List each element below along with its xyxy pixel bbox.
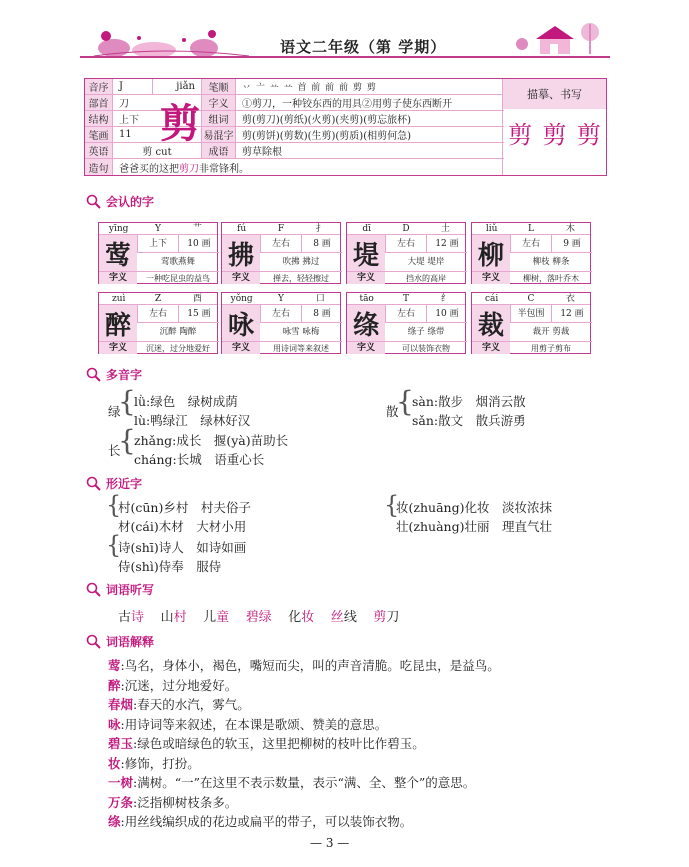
- label-bishun: 笔顺: [202, 79, 236, 94]
- card-pinyin: liǔ: [485, 224, 498, 234]
- card-jiegou: 左右: [385, 235, 426, 252]
- card-bihua: 15 画: [178, 305, 219, 322]
- jieshi-definition: :用诗词等来叙述，在本课是歌颂、赞美的意思。: [120, 716, 388, 732]
- section-tingxie-heading: [86, 581, 154, 598]
- section-renzi-heading: [86, 193, 154, 210]
- jieshi-term: 春烟: [108, 697, 134, 712]
- card-jiegou: 左右: [510, 235, 551, 252]
- value-yingyu: 剪 cut: [113, 143, 202, 158]
- card-bushou: 扌: [315, 224, 325, 234]
- card-jiegou: 左右: [260, 305, 301, 322]
- label-bushou: 部首: [85, 95, 113, 110]
- card-character: 柳: [472, 235, 510, 271]
- card-ziyi-label: 字义: [99, 272, 137, 284]
- card-character: 醉: [99, 305, 137, 341]
- card-bushou: 酉: [192, 294, 202, 304]
- value-zuci: 剪(剪刀)(剪纸)(火剪)(夹剪)(剪忘旅杯): [242, 115, 412, 126]
- card-yinxu: Z: [154, 294, 162, 304]
- jieshi-item: [108, 773, 475, 791]
- jieshi-definition: :沉迷，过分地爱好。: [120, 677, 238, 693]
- card-pinyin-row: [472, 293, 590, 305]
- card-definition: 柳树，落叶乔木: [523, 274, 579, 283]
- card-yinxu: C: [527, 294, 535, 304]
- page-header: [80, 26, 610, 72]
- section-xingjin-title: 形近字: [106, 477, 143, 491]
- trace-char-1: 剪: [508, 121, 533, 149]
- tingxie-word-1: 古诗: [118, 610, 145, 625]
- jieshi-definition: :鸟名，身体小，褐色，嘴短而尖，叫的声音清脆。吃昆虫，是益鸟。: [120, 658, 500, 673]
- card-jiegou: 左右: [137, 305, 178, 322]
- card-zuci: 绦子 绦带: [407, 327, 445, 337]
- house-decoration-icon: [510, 22, 610, 62]
- card-character: 咏: [222, 305, 260, 341]
- card-bushou: 纟: [440, 294, 450, 304]
- tingxie-word-7: 剪刀: [373, 610, 400, 625]
- jieshi-item: [108, 715, 387, 733]
- duoyin-lv-1: lǜ:绿色 绿树成荫: [134, 394, 238, 409]
- value-yinxu: J: [113, 79, 153, 94]
- jieshi-item: [108, 656, 500, 674]
- card-yinxu: T: [402, 294, 409, 304]
- value-bushou: 刀: [113, 95, 202, 110]
- section-xingjin-heading: [86, 475, 142, 492]
- label-yingyu: 英语: [85, 143, 113, 158]
- card-pinyin-row: [222, 293, 340, 305]
- value-jiegou: 上下: [113, 111, 202, 126]
- xingjin-left-4: 侍(shì)侍奉 服侍: [118, 559, 222, 574]
- card-bihua: 10 画: [178, 235, 219, 252]
- card-bihua: 10 画: [426, 305, 467, 322]
- duoyin-zhang-1: zhǎng:成长 揠(yà)苗助长: [134, 433, 289, 448]
- card-character: 裁: [472, 305, 510, 341]
- card-bihua: 12 画: [426, 235, 467, 252]
- card-character: 拂: [222, 235, 260, 271]
- trace-char-3: 剪: [576, 121, 601, 149]
- card-bihua: 12 画: [551, 305, 592, 322]
- section-duoyin-title: 多音字: [106, 368, 143, 382]
- tingxie-word-5: 化妆: [288, 610, 315, 625]
- label-yinxu: 音序: [85, 79, 113, 94]
- zaoju-before: 爸爸买的这把: [119, 163, 179, 175]
- value-zaoju: [113, 159, 504, 175]
- jieshi-item: [108, 754, 200, 772]
- duoyin-zhang-2: cháng:长城 语重心长: [134, 452, 265, 467]
- label-bihua: 笔画: [85, 127, 113, 142]
- card-pinyin-row: [222, 223, 340, 235]
- label-zuci: 组词: [202, 111, 236, 126]
- label-zaoju: 造句: [85, 159, 113, 175]
- card-definition: 掸去，轻轻擦过: [273, 274, 329, 283]
- jieshi-item: [108, 676, 237, 694]
- tingxie-word-2: 山村: [160, 610, 187, 625]
- card-zuci: 柳枝 柳条: [532, 257, 570, 267]
- card-jiegou: 左右: [385, 305, 426, 322]
- card-ziyi-label: 字义: [347, 342, 385, 354]
- card-yinxu: Y: [155, 224, 161, 234]
- card-pinyin: yǒng: [230, 294, 253, 304]
- char-card: [98, 222, 218, 284]
- duoyin-lv-2: lù:鸭绿江 绿林好汉: [134, 413, 251, 428]
- trace-write-area: [502, 79, 606, 175]
- brace-icon: {: [106, 491, 122, 519]
- card-bihua: 8 画: [301, 235, 342, 252]
- value-ziyi: ①剪刀，一种铰东西的用具②用剪子使东西断开: [242, 99, 452, 110]
- card-jiegou: 半包围: [510, 305, 551, 322]
- jieshi-definition: :春天的水汽，雾气。: [133, 697, 250, 712]
- jieshi-term: 醉: [108, 677, 121, 693]
- jieshi-term: 绦: [108, 814, 121, 829]
- card-zuci: 莺歌燕舞: [160, 257, 195, 267]
- char-card: [471, 292, 591, 354]
- card-zuci: 裁开 剪裁: [532, 327, 570, 337]
- section-jieshi-heading: [86, 633, 154, 650]
- card-zuci: 大堤 堤岸: [407, 257, 445, 267]
- card-bushou: 衣: [565, 294, 575, 304]
- jieshi-term: 碧玉: [108, 736, 134, 751]
- duoyin-lv-char: 绿: [108, 404, 121, 419]
- zaoju-highlight: 剪刀: [179, 163, 199, 175]
- card-pinyin-row: [99, 223, 217, 235]
- card-yinxu: L: [528, 224, 534, 234]
- jieshi-item: [108, 793, 237, 811]
- card-ziyi-label: 字义: [472, 342, 510, 354]
- jieshi-definition: :修饰，打扮。: [120, 755, 200, 771]
- card-definition: 一种吃昆虫的益鸟: [146, 274, 210, 283]
- tingxie-word-6: 丝线: [330, 610, 357, 625]
- label-chengyu: 成语: [202, 143, 236, 158]
- xingjin-right-1: 妆(zhuāng)化妆 淡妆浓抹: [396, 500, 552, 515]
- label-ziyi: 字义: [202, 95, 236, 110]
- character-info-table: [84, 78, 607, 176]
- card-definition: 可以装饰衣物: [402, 344, 450, 353]
- char-card: [346, 222, 466, 284]
- value-bishun: 丷 亠 䒑 䒑 首 前 前 前 剪 剪: [242, 83, 377, 93]
- duoyin-zhang-char: 长: [108, 443, 121, 458]
- xingjin-left-3: 诗(shī)诗人 如诗如画: [118, 540, 247, 555]
- char-card: [221, 222, 341, 284]
- tingxie-list: [118, 606, 399, 625]
- jieshi-definition: :泛指柳树枝条多。: [133, 794, 238, 810]
- jieshi-item: [108, 695, 250, 713]
- trace-write-title: 描摹、书写: [503, 79, 606, 109]
- brace-icon: {: [396, 385, 414, 418]
- jieshi-item: [108, 812, 412, 830]
- brace-icon: {: [118, 385, 136, 418]
- card-character: 莺: [99, 235, 137, 271]
- card-yinxu: Y: [278, 294, 284, 304]
- card-jiegou: 上下: [137, 235, 178, 252]
- card-yinxu: F: [277, 224, 285, 234]
- xingjin-left-1: 村(cūn)乡村 村夫俗子: [118, 500, 251, 515]
- jieshi-term: 咏: [108, 716, 121, 732]
- card-pinyin: fú: [237, 224, 247, 234]
- jieshi-definition: :用丝线编织成的花边或扁平的带子，可以装饰衣物。: [120, 814, 413, 829]
- char-card: [471, 222, 591, 284]
- section-jieshi-title: 词语解释: [106, 635, 155, 649]
- card-zuci: 沉醉 陶醉: [159, 327, 197, 337]
- main-character: 剪: [160, 99, 200, 147]
- card-pinyin: zuì: [111, 294, 126, 304]
- jieshi-term: 一树: [108, 775, 134, 790]
- card-zuci: 吹拂 拂过: [282, 257, 320, 267]
- trace-char-2: 剪: [542, 121, 567, 149]
- char-card: [98, 292, 218, 354]
- jieshi-definition: :绿色或暗绿色的软玉，这里把柳树的枝叶比作碧玉。: [133, 736, 425, 751]
- card-zuci: 咏雪 咏梅: [282, 327, 320, 337]
- card-pinyin: yīng: [108, 224, 129, 234]
- card-bihua: 8 画: [301, 305, 342, 322]
- label-yicuo: 易混字: [202, 127, 236, 142]
- tingxie-word-3: 儿童: [203, 610, 230, 625]
- magnifier-icon: [86, 582, 102, 598]
- card-bushou: 土: [440, 224, 450, 234]
- jieshi-term: 妆: [108, 755, 121, 771]
- jieshi-item: [108, 734, 425, 752]
- magnifier-icon: [86, 194, 102, 210]
- xingjin-left-2: 材(cái)木材 大材小用: [118, 519, 247, 534]
- card-definition: 沉迷，过分地爱好: [146, 344, 210, 353]
- card-ziyi-label: 字义: [472, 272, 510, 284]
- card-bushou: 艹: [192, 224, 202, 234]
- brace-icon: {: [118, 424, 136, 457]
- card-definition: 挡水的高岸: [406, 274, 446, 283]
- card-bushou: 口: [315, 294, 325, 304]
- duoyin-san-char: 散: [386, 404, 399, 419]
- card-ziyi-label: 字义: [222, 272, 260, 284]
- brace-icon: {: [106, 531, 122, 559]
- brace-icon: {: [384, 491, 400, 519]
- card-character: 堤: [347, 235, 385, 271]
- xingjin-right-2: 壮(zhuàng)壮丽 理直气壮: [396, 519, 552, 534]
- section-renzi-title: 会认的字: [106, 195, 155, 209]
- zaoju-after: 非常锋利。: [199, 163, 249, 175]
- card-ziyi-label: 字义: [99, 342, 137, 354]
- card-ziyi-label: 字义: [222, 342, 260, 354]
- card-pinyin-row: [472, 223, 590, 235]
- card-pinyin-row: [347, 223, 465, 235]
- value-yicuo: 剪(剪饼)(剪数)(生剪)(剪质)(相剪何急): [242, 131, 412, 142]
- magnifier-icon: [86, 476, 102, 492]
- label-jiegou: 结构: [85, 111, 113, 126]
- tingxie-word-4: 碧绿: [245, 610, 272, 625]
- duoyin-san-1: sàn:散步 烟消云散: [412, 394, 526, 409]
- card-pinyin: tāo: [359, 294, 374, 304]
- card-ziyi-label: 字义: [347, 272, 385, 284]
- page-title: 语文二年级（第 学期）: [280, 38, 447, 56]
- magnifier-icon: [86, 634, 102, 650]
- card-jiegou: 左右: [260, 235, 301, 252]
- char-card: [221, 292, 341, 354]
- jieshi-term: 莺: [108, 658, 121, 673]
- value-pinyin: jiǎn: [153, 79, 202, 94]
- card-pinyin: cái: [485, 294, 499, 304]
- card-definition: 用剪子剪布: [531, 344, 571, 353]
- card-pinyin-row: [99, 293, 217, 305]
- page-number: — 3 —: [310, 836, 350, 850]
- card-pinyin: dī: [362, 224, 371, 234]
- jieshi-definition: :满树。“一”在这里不表示数量，表示“满、全、整个”的意思。: [133, 775, 476, 790]
- section-tingxie-title: 词语听写: [106, 583, 155, 597]
- value-bihua: 11: [113, 127, 202, 142]
- card-character: 绦: [347, 305, 385, 341]
- card-pinyin-row: [347, 293, 465, 305]
- section-duoyin-heading: [86, 366, 142, 383]
- card-bushou: 木: [565, 224, 575, 234]
- card-yinxu: D: [402, 224, 410, 234]
- value-chengyu: 剪草除根: [242, 147, 282, 158]
- card-definition: 用诗词等来叙述: [273, 344, 329, 353]
- duoyin-san-2: sǎn:散文 散兵游勇: [412, 413, 526, 428]
- jieshi-term: 万条: [108, 794, 134, 810]
- card-bihua: 9 画: [551, 235, 592, 252]
- magnifier-icon: [86, 367, 102, 383]
- char-card: [346, 292, 466, 354]
